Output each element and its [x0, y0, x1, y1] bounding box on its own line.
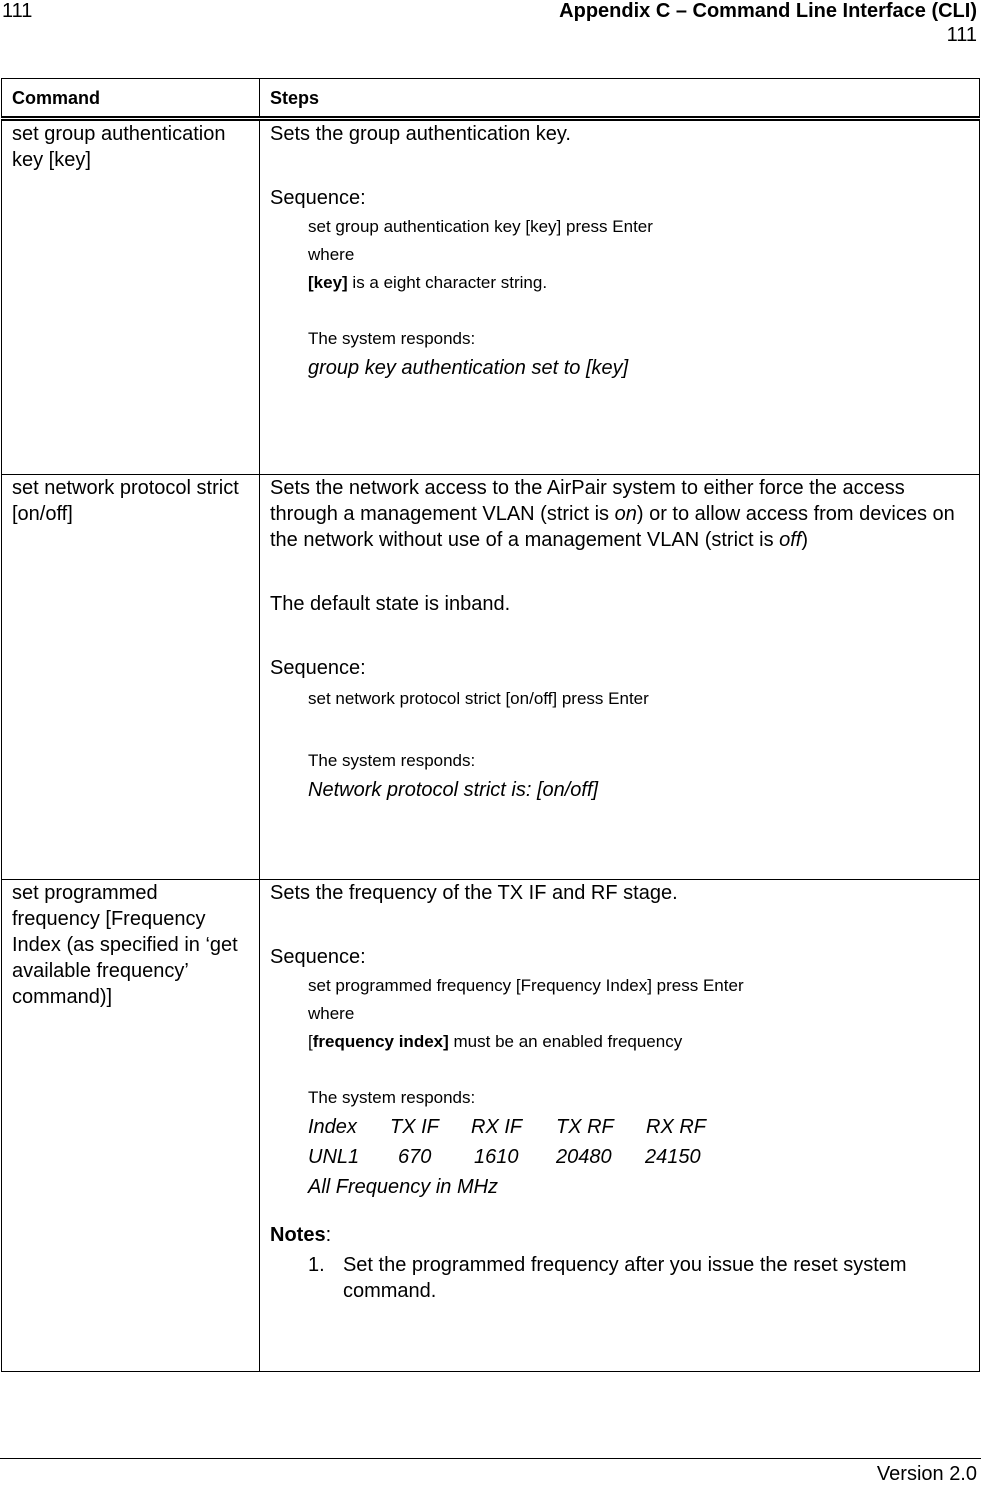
column-header-command: Command — [2, 79, 260, 119]
table-row — [2, 119, 980, 475]
sequence-command: set network protocol strict [on/off] press Enter — [308, 689, 649, 708]
steps-cell — [260, 119, 980, 475]
table-row — [2, 880, 980, 1372]
response-text: group key authentication set to [key] — [308, 357, 629, 379]
table-row — [2, 475, 980, 880]
param-name: frequency index] — [312, 1032, 449, 1051]
param-name: [key] — [308, 273, 348, 292]
description: Sets the group authentication key. — [270, 123, 571, 145]
description: Sets the network access to the AirPair system to either force the access through a management VLAN (strict is on) or to allow access from devices on the network without use of a management VLAN (strict is off) — [270, 477, 955, 551]
sequence-label: Sequence: — [270, 657, 366, 679]
list-item — [270, 1252, 969, 1304]
steps-cell — [260, 475, 980, 880]
page-title: Appendix C – Command Line Interface (CLI) — [559, 0, 977, 22]
note-text: Set the programmed frequency after you issue the reset system command. — [342, 1254, 907, 1302]
command-table — [1, 78, 980, 1372]
response-note: All Frequency in MHz — [308, 1176, 499, 1198]
table-header-row — [2, 79, 980, 119]
command-cell: set group authentication key [key] — [2, 119, 260, 475]
strict-on-text: on — [614, 503, 637, 525]
command-cell: set programmed frequency [Frequency Index (as specified in ‘get available frequency’ command)] — [2, 880, 260, 1372]
sequence-where: where — [308, 245, 355, 264]
param-description: must be an enabled frequency — [448, 1032, 683, 1051]
default-state: The default state is inband. — [270, 593, 511, 615]
footer-divider — [0, 1458, 981, 1459]
sequence-label: Sequence: — [270, 946, 366, 968]
sequence-label: Sequence: — [270, 187, 366, 209]
note-number: 1. — [308, 1254, 325, 1276]
steps-cell — [260, 880, 980, 1372]
page-number: 111 — [2, 0, 33, 22]
command-cell: set network protocol strict [on/off] — [2, 475, 260, 880]
description: Sets the frequency of the TX IF and RF stage. — [270, 882, 678, 904]
sequence-param: [frequency index] must be an enabled frequency — [308, 1032, 683, 1051]
responds-label: The system responds: — [308, 329, 476, 348]
sequence-param — [270, 269, 969, 297]
sequence-where: where — [308, 1004, 355, 1023]
sequence-command: set group authentication key [key] press Enter — [308, 217, 653, 236]
sequence-command: set programmed frequency [Frequency Index] press Enter — [308, 976, 744, 995]
responds-label: The system responds: — [308, 1088, 476, 1107]
strict-off-text: off — [779, 529, 802, 551]
responds-label: The system responds: — [308, 751, 476, 770]
notes-heading: Notes: — [270, 1224, 332, 1246]
response-text: Network protocol strict is: [on/off] — [308, 779, 599, 801]
column-header-steps: Steps — [260, 79, 980, 119]
page-number-right: 111 — [946, 24, 977, 46]
response-header-row: Index TX IF RX IF TX RF RX RF — [308, 1116, 706, 1138]
param-description: is a eight character string. — [347, 273, 548, 292]
response-values-row: UNL1 670 1610 20480 24150 — [308, 1146, 701, 1168]
version-label: Version 2.0 — [876, 1463, 977, 1485]
